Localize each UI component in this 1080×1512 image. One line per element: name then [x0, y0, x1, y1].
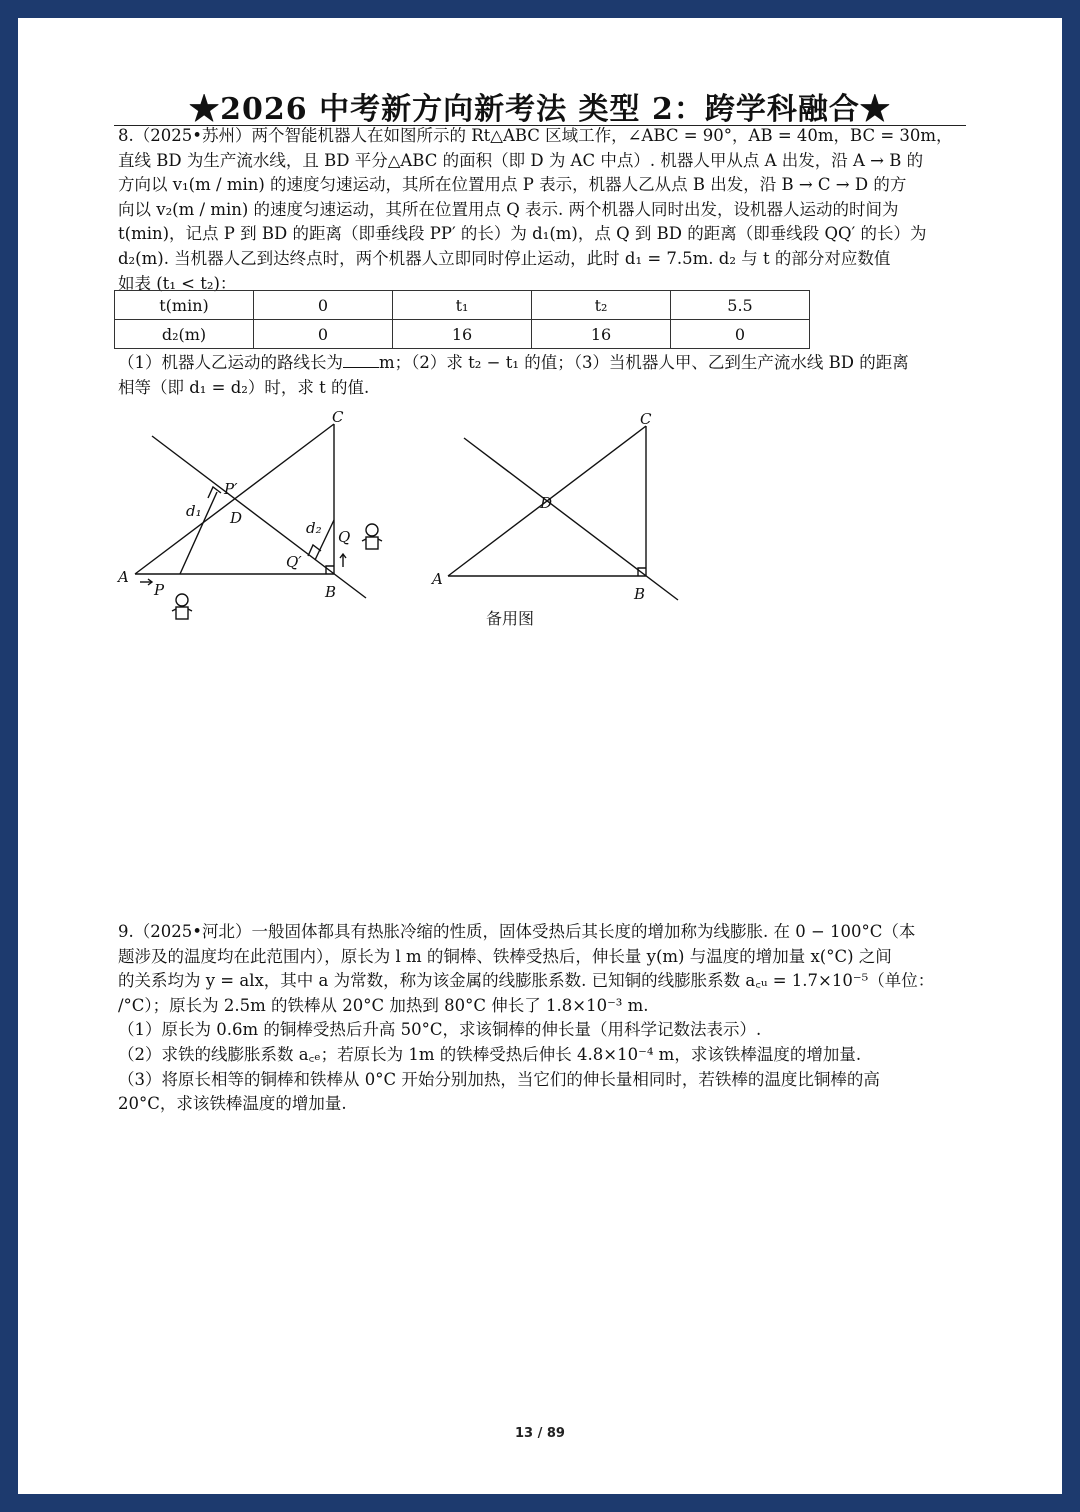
q9-line: /°C）；原长为 2.5m 的铁棒从 20°C 加热到 80°C 伸长了 1.8×10⁻³ m.: [118, 995, 649, 1015]
q9-line: （1）原长为 0.6m 的铜棒受热后升高 50°C，求该铜棒的伸长量（用科学记数法表示）.: [118, 1020, 762, 1040]
question-9: [118, 920, 966, 1117]
label-q-prime: Q′: [286, 553, 302, 571]
table-cell: d₂(m): [115, 320, 254, 349]
robot-yi-icon: [362, 524, 382, 549]
label-d1: d₁: [186, 502, 202, 520]
q8-figure-backup: [426, 402, 706, 642]
question-8-intro: [118, 124, 966, 296]
q8-line: 8.（2025•苏州）两个智能机器人在如图所示的 Rt△ABC 区域工作，∠ABC = 90°，AB = 40m，BC = 30m，: [118, 126, 953, 145]
label-c: C: [332, 408, 344, 426]
label-c: C: [640, 410, 652, 428]
q8-line: 方向以 v₁(m / min) 的速度匀速运动，其所在位置用点 P 表示，机器人乙从点 B 出发，沿 B → C → D 的方: [118, 175, 907, 195]
table-cell: t₁: [393, 291, 532, 320]
q8-figure-main: [110, 402, 410, 622]
label-p-prime: P′: [224, 480, 238, 498]
table-row: [115, 320, 810, 349]
label-q: Q: [338, 528, 351, 546]
q9-line: （3）将原长相等的铜棒和铁棒从 0°C 开始分别加热，当它们的伸长量相同时，若铁棒的温度比铜棒的高: [118, 1069, 880, 1089]
q8-task-line-2: 相等（即 d₁ = d₂）时，求 t 的值.: [118, 377, 370, 397]
q8-line: t(min)，记点 P 到 BD 的距离（即垂线段 PP′ 的长）为 d₁(m)，点 Q 到 BD 的距离（即垂线段 QQ′ 的长）为: [118, 224, 927, 244]
table-cell: 5.5: [671, 291, 810, 320]
table-cell: 0: [254, 320, 393, 349]
q9-line: 题涉及的温度均在此范围内），原长为 l m 的铜棒、铁棒受热后，伸长量 y(m) 与温度的增加量 x(°C) 之间: [118, 946, 892, 966]
table-cell: 16: [532, 320, 671, 349]
label-a: A: [118, 568, 129, 586]
page-number: 13 / 89: [515, 1426, 565, 1441]
figure-caption: 备用图: [486, 609, 535, 628]
label-p: P: [154, 581, 165, 599]
label-d: D: [230, 509, 243, 527]
q9-line: 20°C，求该铁棒温度的增加量.: [118, 1094, 347, 1114]
q8-task-part-a: （1）机器人乙运动的路线长为: [118, 353, 343, 372]
table-cell: t(min): [115, 291, 254, 320]
label-d2: d₂: [306, 519, 322, 537]
q8-line: 向以 v₂(m / min) 的速度匀速运动，其所在位置用点 Q 表示. 两个机器人同时出发，设机器人运动的时间为: [118, 199, 899, 219]
table-cell: 0: [254, 291, 393, 320]
q9-line: 9.（2025•河北）一般固体都具有热胀冷缩的性质，固体受热后其长度的增加称为线膨胀. 在 0 − 100°C（本: [118, 922, 916, 941]
q8-task-part-b: m；（2）求 t₂ − t₁ 的值；（3）当机器人甲、乙到生产流水线 BD 的距离: [379, 353, 909, 372]
label-a: A: [432, 570, 443, 588]
answer-blank: [343, 367, 379, 368]
page-title: ★2026 中考新方向新考法 类型 2：跨学科融合★: [189, 92, 891, 127]
q9-line: 的关系均为 y = alx，其中 a 为常数，称为该金属的线膨胀系数. 已知铜的线膨胀系数 a꜀ᵤ = 1.7×10⁻⁵（单位：: [118, 971, 935, 991]
table-cell: t₂: [532, 291, 671, 320]
label-b: B: [325, 583, 337, 601]
q8-value-table: [114, 290, 810, 349]
robot-jia-icon: [172, 594, 192, 619]
document-page: [18, 18, 1062, 1494]
q8-line: d₂(m). 当机器人乙到达终点时，两个机器人立即同时停止运动，此时 d₁ = 7.5m. d₂ 与 t 的部分对应数值: [118, 248, 891, 268]
label-d: D: [540, 494, 553, 512]
q8-line: 直线 BD 为生产流水线，且 BD 平分△ABC 的面积（即 D 为 AC 中点）. 机器人甲从点 A 出发，沿 A → B 的: [118, 150, 924, 170]
q8-task-line-1: [118, 351, 966, 376]
table-cell: 0: [671, 320, 810, 349]
q9-line: （2）求铁的线膨胀系数 a꜀ₑ；若原长为 1m 的铁棒受热后伸长 4.8×10⁻⁴ m，求该铁棒温度的增加量.: [118, 1044, 862, 1064]
q8-line: 如表 (t₁ < t₂)：: [118, 273, 237, 293]
question-8-tasks: [118, 351, 966, 400]
label-b: B: [634, 585, 646, 603]
table-row: [115, 291, 810, 320]
table-cell: 16: [393, 320, 532, 349]
